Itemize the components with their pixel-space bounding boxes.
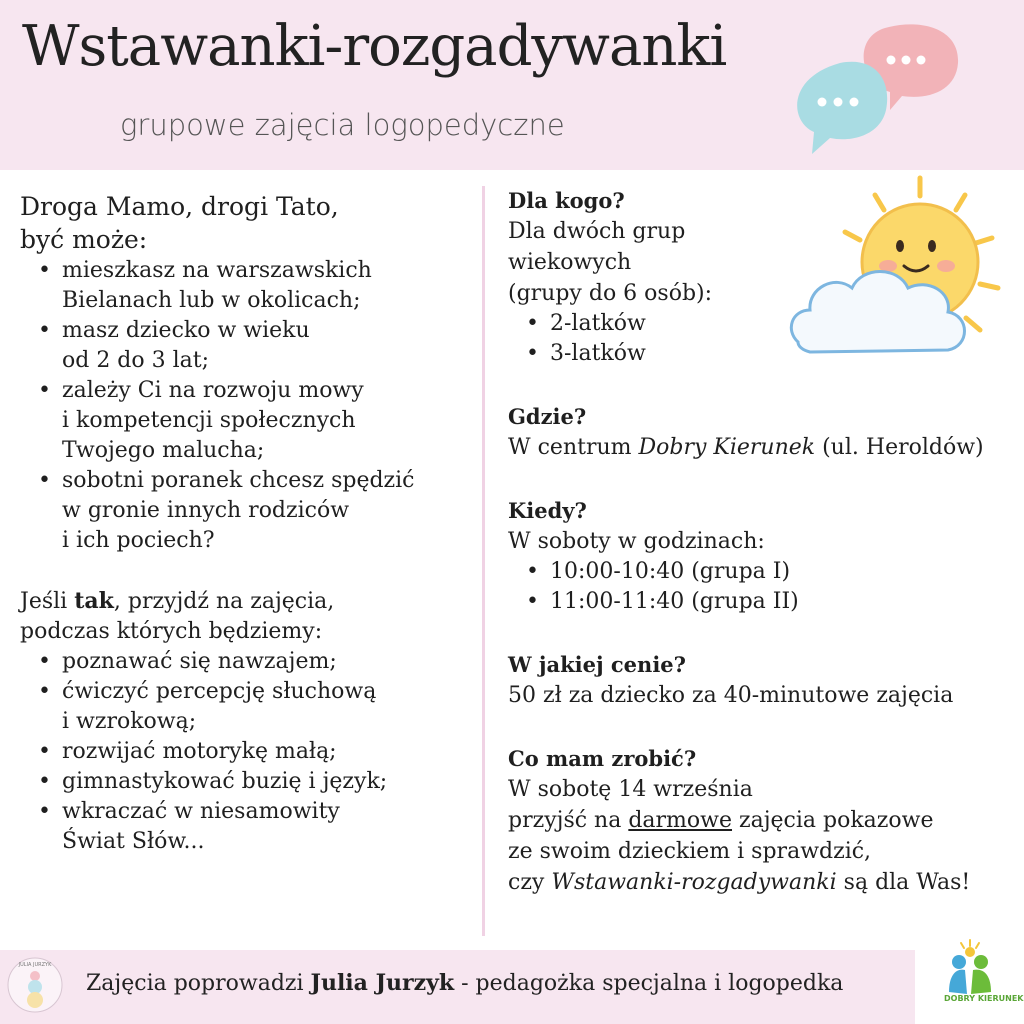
section-todo: Co mam zrobić? W sobotę 14 września przyjść na darmowe zajęcia pokazowe ze swoim dzieckiem i sprawdzić, czy Wstawanki-rozgadywanki są dla Was!	[508, 744, 1008, 898]
activities-list	[38, 647, 470, 857]
if-yes-line: Jeśli tak, przyjdź na zajęcia,	[20, 588, 335, 614]
section-price: W jakiej cenie? 50 zł za dziecko za 40-minutowe zajęcia	[508, 650, 1008, 711]
right-column	[508, 186, 1008, 931]
list-item: • poznawać się nawzajem;	[38, 647, 470, 677]
list-item: • zależy Ci na rozwoju mowy i kompetencji społecznych Twojego malucha;	[38, 376, 470, 466]
list-item: • 11:00-11:40 (grupa II)	[526, 587, 1008, 617]
list-item: • wkraczać w niesamowity Świat Słów...	[38, 797, 470, 857]
question-heading: Co mam zrobić?	[508, 746, 697, 771]
greeting-line: być może:	[20, 225, 148, 254]
column-divider	[482, 186, 485, 936]
section-who: Dla kogo? Dla dwóch grup wiekowych (grupy do 6 osób): • 2-latków • 3-latków	[508, 186, 1008, 369]
footer-text: Zajęcia poprowadzi Julia Jurzyk - pedagożka specjalna i logopedka	[86, 970, 844, 996]
section-when: Kiedy? W soboty w godzinach: • 10:00-10:40 (grupa I) • 11:00-11:40 (grupa II)	[508, 496, 1008, 617]
maybe-list	[38, 256, 470, 556]
list-item: • sobotni poranek chcesz spędzić w gronie innych rodziców i ich pociech?	[38, 466, 470, 556]
list-item: • 3-latków	[526, 339, 1008, 369]
list-item: • 10:00-10:40 (grupa I)	[526, 557, 1008, 587]
hours-list	[526, 557, 1008, 617]
age-groups-list	[526, 309, 1008, 369]
section-where: Gdzie? W centrum Dobry Kierunek (ul. Heroldów)	[508, 402, 1008, 463]
question-heading: Kiedy?	[508, 498, 587, 523]
svg-text:JULIA JURZYK: JULIA JURZYK	[18, 962, 52, 968]
list-item: • ćwiczyć percepcję słuchową i wzrokową;	[38, 677, 470, 737]
question-heading: Gdzie?	[508, 404, 587, 429]
list-item: • gimnastykować buzię i język;	[38, 767, 470, 797]
speech-bubbles-icon	[790, 18, 970, 158]
dobry-kierunek-label: DOBRY KIERUNEK	[944, 994, 1024, 1003]
list-item: • mieszkasz na warszawskich Bielanach lub w okolicach;	[38, 256, 470, 316]
page-title: Wstawanki-rozgadywanki	[22, 14, 727, 79]
if-yes-line-2: podczas których będziemy:	[20, 619, 323, 644]
list-item: • masz dziecko w wieku od 2 do 3 lat;	[38, 316, 470, 376]
snowman-logo-icon	[6, 954, 64, 1016]
left-column	[20, 190, 470, 857]
page-subtitle: grupowe zajęcia logopedyczne	[120, 108, 565, 142]
header-banner	[0, 0, 1024, 170]
greeting-line: Droga Mamo, drogi Tato,	[20, 192, 339, 221]
list-item: • rozwijać motorykę małą;	[38, 737, 470, 767]
question-heading: W jakiej cenie?	[508, 652, 686, 677]
footer-banner	[0, 950, 915, 1024]
question-heading: Dla kogo?	[508, 188, 625, 213]
list-item: • 2-latków	[526, 309, 1008, 339]
